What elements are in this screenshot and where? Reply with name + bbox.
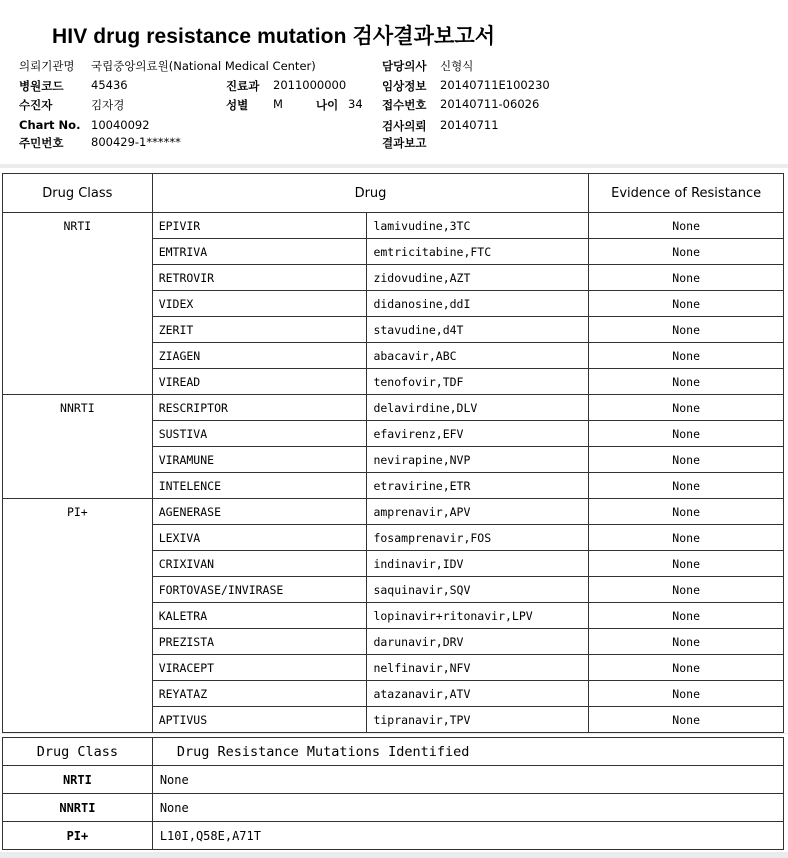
resident-no-value: 800429-1****** bbox=[91, 135, 181, 149]
generic-name-cell: darunavir,DRV bbox=[367, 629, 589, 655]
generic-name-cell: lamivudine,3TC bbox=[367, 213, 589, 239]
table-row bbox=[3, 499, 784, 525]
generic-name-cell: stavudine,d4T bbox=[367, 317, 589, 343]
result-report-label: 결과보고 bbox=[382, 136, 427, 150]
drug-class-cell: NRTI bbox=[3, 213, 153, 395]
age-label: 나이 bbox=[316, 98, 339, 112]
sex-label: 성별 bbox=[226, 98, 249, 112]
brand-name-cell: VIRAMUNE bbox=[152, 447, 367, 473]
generic-name-cell: zidovudine,AZT bbox=[367, 265, 589, 291]
evidence-cell: None bbox=[589, 603, 784, 629]
generic-name-cell: indinavir,IDV bbox=[367, 551, 589, 577]
evidence-cell: None bbox=[589, 213, 784, 239]
receipt-no-label: 접수번호 bbox=[382, 98, 427, 112]
patient-value: 김자경 bbox=[91, 98, 125, 112]
doctor-label: 담당의사 bbox=[382, 59, 427, 73]
evidence-cell: None bbox=[589, 655, 784, 681]
evidence-cell: None bbox=[589, 421, 784, 447]
generic-name-cell: tipranavir,TPV bbox=[367, 707, 589, 733]
drug-resistance-table bbox=[2, 173, 784, 733]
evidence-cell: None bbox=[589, 343, 784, 369]
mutations-header: Drug Resistance Mutations Identified bbox=[152, 738, 783, 766]
evidence-cell: None bbox=[589, 291, 784, 317]
brand-name-cell: EPIVIR bbox=[152, 213, 367, 239]
brand-name-cell: AGENERASE bbox=[152, 499, 367, 525]
chart-no-label: Chart No. bbox=[19, 118, 81, 132]
table-row bbox=[3, 766, 784, 794]
mutations-cell: None bbox=[152, 794, 783, 822]
evidence-cell: None bbox=[589, 681, 784, 707]
table-row bbox=[3, 395, 784, 421]
generic-name-cell: nevirapine,NVP bbox=[367, 447, 589, 473]
drug-header: Drug bbox=[152, 174, 589, 213]
brand-name-cell: SUSTIVA bbox=[152, 421, 367, 447]
drug-class-header: Drug Class bbox=[3, 174, 153, 213]
brand-name-cell: INTELENCE bbox=[152, 473, 367, 499]
evidence-cell: None bbox=[589, 551, 784, 577]
evidence-cell: None bbox=[589, 473, 784, 499]
generic-name-cell: saquinavir,SQV bbox=[367, 577, 589, 603]
brand-name-cell: RETROVIR bbox=[152, 265, 367, 291]
evidence-cell: None bbox=[589, 577, 784, 603]
clinical-info-label: 임상정보 bbox=[382, 79, 427, 93]
evidence-cell: None bbox=[589, 447, 784, 473]
mutation-class-header: Drug Class bbox=[3, 738, 153, 766]
sex-value: M bbox=[273, 97, 283, 111]
department-value: 2011000000 bbox=[273, 78, 347, 92]
brand-name-cell: FORTOVASE/INVIRASE bbox=[152, 577, 367, 603]
clinical-info-value: 20140711E100230 bbox=[440, 78, 550, 92]
mutation-class-cell: NRTI bbox=[3, 766, 153, 794]
drug-class-cell: PI+ bbox=[3, 499, 153, 733]
generic-name-cell: abacavir,ABC bbox=[367, 343, 589, 369]
receipt-no-value: 20140711-06026 bbox=[440, 97, 540, 111]
test-request-label: 검사의뢰 bbox=[382, 119, 427, 133]
generic-name-cell: nelfinavir,NFV bbox=[367, 655, 589, 681]
evidence-cell: None bbox=[589, 395, 784, 421]
evidence-cell: None bbox=[589, 239, 784, 265]
report-title: HIV drug resistance mutation 검사결과보고서 bbox=[52, 25, 496, 48]
brand-name-cell: CRIXIVAN bbox=[152, 551, 367, 577]
evidence-cell: None bbox=[589, 525, 784, 551]
mutations-cell: L10I,Q58E,A71T bbox=[152, 822, 783, 850]
resident-no-label: 주민번호 bbox=[19, 136, 64, 150]
brand-name-cell: KALETRA bbox=[152, 603, 367, 629]
table-row bbox=[3, 794, 784, 822]
evidence-cell: None bbox=[589, 317, 784, 343]
mutation-table bbox=[2, 737, 784, 850]
evidence-cell: None bbox=[589, 369, 784, 395]
brand-name-cell: APTIVUS bbox=[152, 707, 367, 733]
drug-table-header bbox=[3, 174, 784, 213]
institution-value: 국립중앙의료원(National Medical Center) bbox=[91, 59, 316, 73]
evidence-header: Evidence of Resistance bbox=[589, 174, 784, 213]
brand-name-cell: VIDEX bbox=[152, 291, 367, 317]
patient-label: 수진자 bbox=[19, 98, 53, 112]
generic-name-cell: delavirdine,DLV bbox=[367, 395, 589, 421]
report-header bbox=[0, 0, 788, 164]
doctor-value: 신형식 bbox=[440, 59, 474, 73]
hospital-code-label: 병원코드 bbox=[19, 79, 64, 93]
age-value: 34 bbox=[348, 97, 363, 111]
brand-name-cell: EMTRIVA bbox=[152, 239, 367, 265]
brand-name-cell: VIRACEPT bbox=[152, 655, 367, 681]
brand-name-cell: LEXIVA bbox=[152, 525, 367, 551]
mutations-cell: None bbox=[152, 766, 783, 794]
brand-name-cell: RESCRIPTOR bbox=[152, 395, 367, 421]
mutation-class-cell: NNRTI bbox=[3, 794, 153, 822]
generic-name-cell: efavirenz,EFV bbox=[367, 421, 589, 447]
institution-label: 의뢰기관명 bbox=[19, 59, 75, 73]
department-label: 진료과 bbox=[226, 79, 260, 93]
brand-name-cell: REYATAZ bbox=[152, 681, 367, 707]
generic-name-cell: tenofovir,TDF bbox=[367, 369, 589, 395]
chart-no-value: 10040092 bbox=[91, 118, 150, 132]
brand-name-cell: VIREAD bbox=[152, 369, 367, 395]
evidence-cell: None bbox=[589, 265, 784, 291]
table-row bbox=[3, 822, 784, 850]
evidence-cell: None bbox=[589, 629, 784, 655]
evidence-cell: None bbox=[589, 707, 784, 733]
brand-name-cell: ZIAGEN bbox=[152, 343, 367, 369]
mutation-class-cell: PI+ bbox=[3, 822, 153, 850]
drug-class-cell: NNRTI bbox=[3, 395, 153, 499]
hospital-code-value: 45436 bbox=[91, 78, 128, 92]
mutation-table-header bbox=[3, 738, 784, 766]
generic-name-cell: amprenavir,APV bbox=[367, 499, 589, 525]
test-request-value: 20140711 bbox=[440, 118, 499, 132]
generic-name-cell: fosamprenavir,FOS bbox=[367, 525, 589, 551]
generic-name-cell: atazanavir,ATV bbox=[367, 681, 589, 707]
generic-name-cell: lopinavir+ritonavir,LPV bbox=[367, 603, 589, 629]
brand-name-cell: PREZISTA bbox=[152, 629, 367, 655]
evidence-cell: None bbox=[589, 499, 784, 525]
generic-name-cell: emtricitabine,FTC bbox=[367, 239, 589, 265]
generic-name-cell: didanosine,ddI bbox=[367, 291, 589, 317]
table-row bbox=[3, 213, 784, 239]
brand-name-cell: ZERIT bbox=[152, 317, 367, 343]
generic-name-cell: etravirine,ETR bbox=[367, 473, 589, 499]
